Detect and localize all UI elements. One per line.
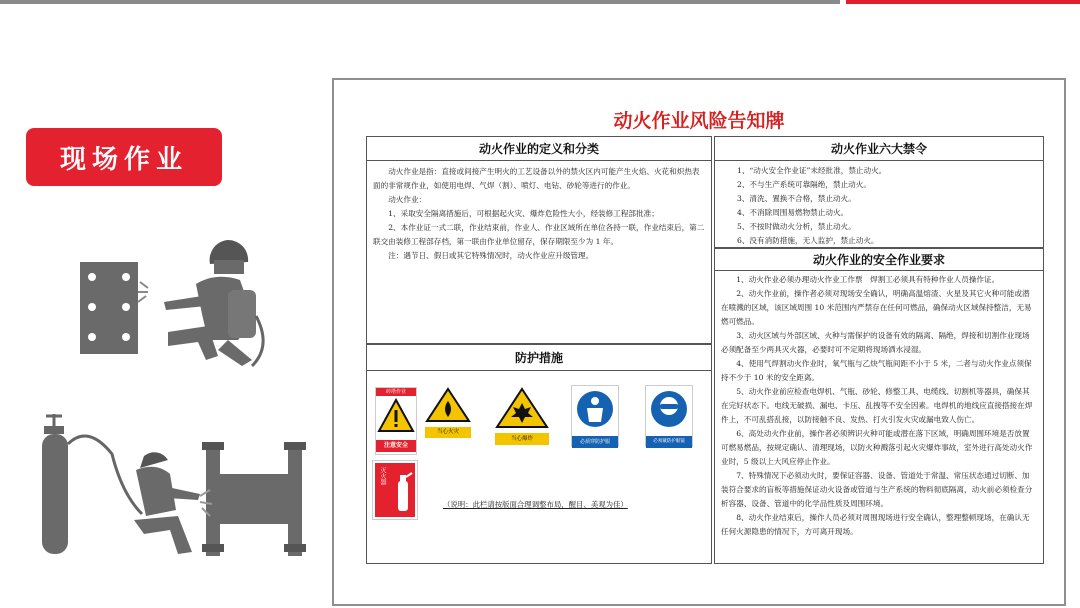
requirement-item: 6、高处动火作业前，操作者必须辨识火种可能或潜在落下区域，明确周围环境是否放置可燃易燃品，按规定确认、清理现场，以防火种溅落引起火灾爆炸事故，室外进行高处动火作业时，5 级以上大风应停止作业。	[721, 429, 1033, 466]
requirement-item: 1、动火作业必须办理动火作业工作票 焊割工必须具有特种作业人员操作证。	[736, 275, 1000, 284]
goggles-sign	[645, 385, 693, 447]
protection-section	[366, 344, 712, 564]
protective-clothing-icon	[572, 386, 618, 432]
requirement-item: 5、动火作业前应检查电焊机、气瓶、砂轮、修整工具、电缆线、切割机等器具，确保其在完好状态下。电线无破损、漏电、卡压、乱拽等不安全因素。电焊机的地线应直接搭接在焊件上，不可乱搭乱接，以防接触不良、发热、打火引发火灾或漏电致人伤亡。	[721, 387, 1033, 424]
definition-paragraph: 注：遇节日、假日或其它特殊情况时，动火作业应升级管理。	[388, 251, 594, 260]
requirement-item: 2、动火作业前，操作者必须对现场安全确认，明确高温熔渣、火星及其它火种可能或潜在喷溅的区域，该区域周围 10 米范围内严禁存在任何可燃品，确保动火区域保持整洁，无易燃可燃品。	[721, 289, 1032, 326]
section-badge: 现场作业	[26, 128, 222, 186]
requirements-heading: 动火作业的安全作业要求	[715, 249, 1043, 271]
requirement-item: 4、使用气焊割动火作业时，氧气瓶与乙炔气瓶间距不小于 5 米，二者与动火作业点须保持不少于 10 米的安全距离。	[721, 359, 1032, 382]
top-divider-red	[846, 0, 1080, 4]
protective-clothing-sign	[571, 385, 619, 447]
protection-heading: 防护措施	[367, 345, 711, 371]
fire-extinguisher-sign	[373, 461, 417, 519]
sign-label: 注意安全	[376, 440, 416, 452]
caution-safety-sign	[375, 387, 417, 455]
prohibitions-heading: 动火作业六大禁令	[715, 137, 1043, 161]
layout-note: （说明：此栏请按版面合理调整布局，醒目、美观为佳）	[443, 500, 628, 509]
prohibition-item: 6、没有消防措施，无人监护，禁止动火。	[737, 236, 879, 245]
prohibition-item: 5、不按时做动火分析，禁止动火。	[737, 222, 856, 231]
sign-label: 灭火器	[379, 467, 386, 485]
prohibition-item: 1、“动火安全作业证”未经批准，禁止动火。	[737, 166, 887, 175]
prohibition-item: 2、不与生产系统可靠隔绝，禁止动火。	[737, 180, 871, 189]
sign-top-label: 砖塔作业	[376, 388, 416, 396]
definition-paragraph: 1、采取安全隔离措施后，可根据起火灾、爆炸危险性大小，经装修工程部批准；	[388, 209, 659, 218]
warning-triangle-icon	[376, 396, 416, 436]
board-title: 动火作业风险告知牌	[613, 110, 785, 132]
definition-heading: 动火作业的定义和分类	[367, 137, 711, 161]
pipe-welder-illustration	[40, 404, 310, 560]
top-divider-gray	[0, 0, 840, 4]
requirement-item: 7、特殊情况下必须动火时，要保证容器、设备、管道处于常温、常压状态通过切断、加装符合要求的盲板等措施保证动火设备或管道与生产系统的物料彻底隔离，动火前必须检查分析容器、设备、管道中的化学品性质及周围环境。	[721, 471, 1033, 508]
requirements-section	[714, 248, 1044, 564]
definition-paragraph: 动火作业：	[388, 195, 427, 204]
explosion-warning-icon	[495, 387, 549, 429]
sign-label: 必须穿防护服	[572, 436, 618, 448]
sign-label: 必须戴防护眼镜	[646, 436, 692, 448]
prohibition-item: 3、清洗、置换不合格，禁止动火。	[737, 194, 856, 203]
definition-paragraph: 2、本作业证一式二联，作业结束前，作业人、作业区域所在单位各持一联，作业结束后，第二联交由装修工程部存档，第一联由作业单位留存，保存期限至少为 1 年。	[373, 223, 705, 246]
fire-warning-sign	[425, 387, 471, 437]
requirement-item: 8、动火作业结束后，操作人员必须对周围现场进行安全确认，整理整顿现场，在确认无任何火源隐患的情况下，方可离开现场。	[721, 513, 1030, 536]
welder-illustration	[78, 232, 278, 372]
risk-notice-board	[332, 78, 1066, 606]
fire-extinguisher-icon	[391, 469, 415, 515]
explosion-warning-sign	[495, 387, 549, 445]
prohibitions-section	[714, 136, 1044, 248]
sign-label: 当心火灾	[425, 427, 471, 438]
fire-warning-icon	[425, 387, 471, 423]
prohibition-item: 4、不消除周围易燃物禁止动火。	[737, 208, 849, 217]
sign-label: 当心爆炸	[495, 433, 549, 445]
requirement-item: 3、动火区域与外部区域、火种与需保护的设备有效的隔离、隔绝，焊接和切割作业现场必须配备至少两具灭火器，必要时可不定期将现场洒水浸湿。	[721, 331, 1030, 354]
goggles-icon	[646, 386, 692, 432]
definition-paragraph: 动火作业是指：直接或间接产生明火的工艺设备以外的禁火区内可能产生火焰、火花和炽热表面的非常规作业，如使用电焊、气焊（割）、喷灯、电钻、砂轮等进行的作业。	[373, 167, 700, 190]
definition-section	[366, 136, 712, 344]
